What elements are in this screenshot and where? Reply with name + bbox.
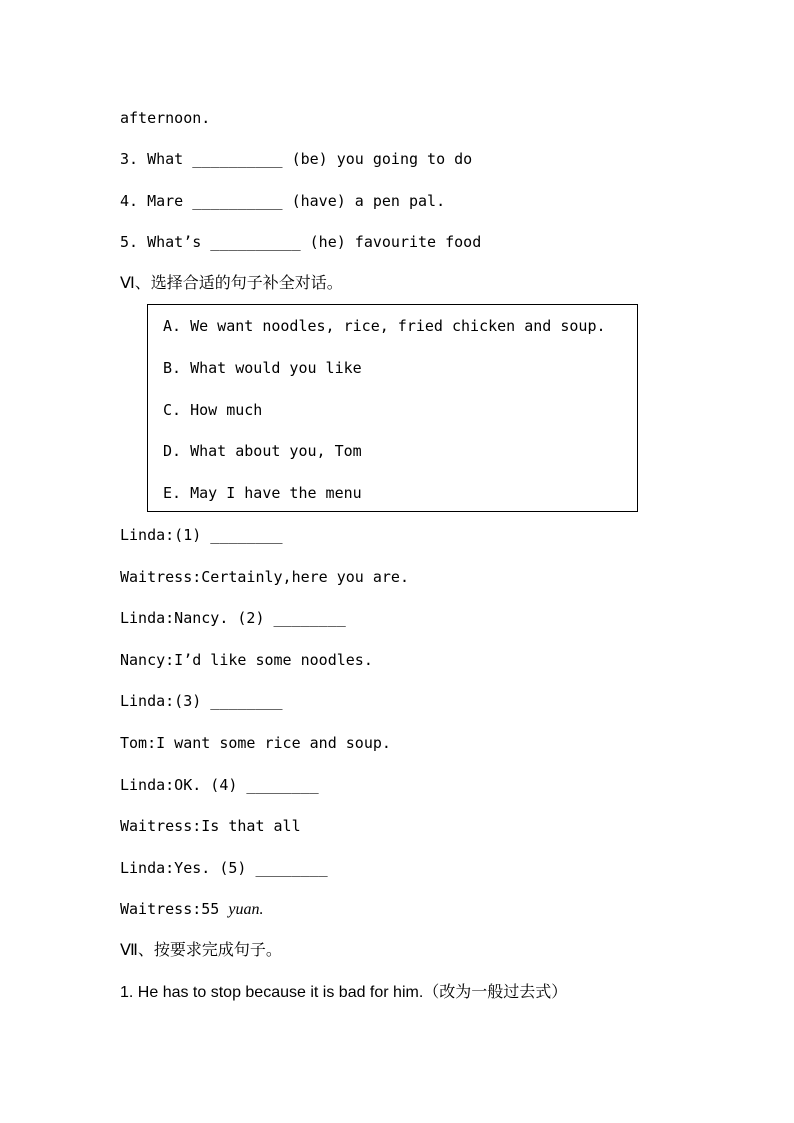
dialogue-line-1: Linda:(1) ________	[120, 526, 283, 544]
dialogue-line-8: Waitress:Is that all	[120, 817, 301, 835]
dialogue-line-10	[120, 899, 263, 920]
continuation-text: afternoon.	[120, 109, 211, 127]
dialogue-line-9: Linda:Yes. (5) ________	[120, 859, 328, 877]
dialogue-line-4: Nancy:I’d like some noodles.	[120, 651, 373, 669]
option-d: D. What about you, Tom	[163, 442, 362, 460]
section-7-heading: Ⅶ、按要求完成句子。	[120, 940, 282, 959]
option-a: A. We want noodles, rice, fried chicken and soup.	[163, 317, 606, 335]
dialogue-line-2: Waitress:Certainly,here you are.	[120, 568, 409, 586]
section-7-item-1: 1. He has to stop because it is bad for him.（改为一般过去式）	[120, 984, 568, 1001]
exercise-item-5: 5. What’s __________ (he) favourite food	[120, 233, 482, 251]
exercise-item-4: 4. Mare __________ (have) a pen pal.	[120, 192, 446, 210]
dialogue-line-10-prefix: Waitress:55	[120, 900, 229, 918]
option-e: E. May I have the menu	[163, 484, 362, 502]
dialogue-line-5: Linda:(3) ________	[120, 692, 283, 710]
option-c: C. How much	[163, 401, 263, 419]
dialogue-line-3: Linda:Nancy. (2) ________	[120, 609, 346, 627]
section-6-heading: Ⅵ、选择合适的句子补全对话。	[120, 273, 343, 292]
yuan-word: yuan.	[228, 901, 264, 918]
dialogue-line-7: Linda:OK. (4) ________	[120, 776, 319, 794]
exercise-item-3: 3. What __________ (be) you going to do	[120, 150, 473, 168]
dialogue-line-6: Tom:I want some rice and soup.	[120, 734, 391, 752]
option-b: B. What would you like	[163, 359, 362, 377]
options-box	[147, 304, 638, 512]
